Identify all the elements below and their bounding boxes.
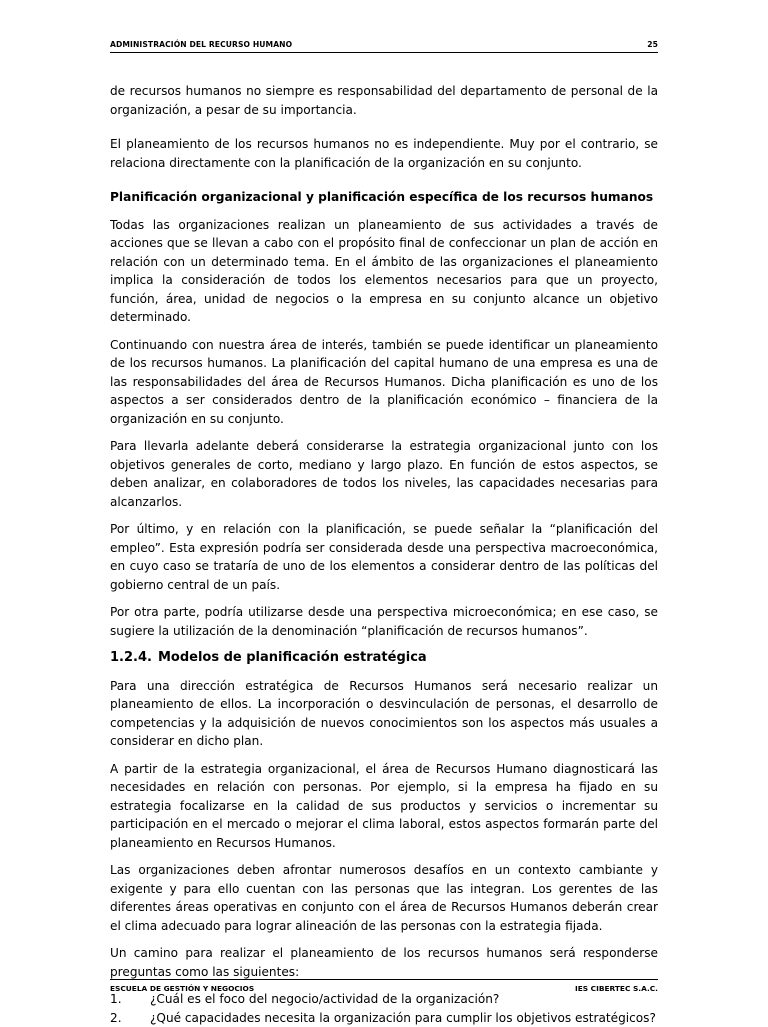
paragraph-5: Para llevarla adelante deberá considerarse la estrategia organizacional junto con los objetivos generales de corto, mediano y largo plazo. En función de estos aspectos, se deben analizar, en colaboradores de todos los niveles, las capacidades necesarias para alcanzarlos. [110, 437, 658, 511]
page-header [110, 40, 658, 53]
paragraph-7: Por otra parte, podría utilizarse desde una perspectiva microeconómica; en ese caso, se sugiere la utilización de la denominación “planificación de recursos humanos”. [110, 603, 658, 640]
paragraph-8: Para una dirección estratégica de Recursos Humanos será necesario realizar un planeamiento de ellos. La incorporación o desvinculación de personas, el desarrollo de competencias y la adquisición de nuevos conocimientos son los aspectos más usuales a considerar en dicho plan. [110, 677, 658, 751]
section-title: Modelos de planificación estratégica [158, 650, 427, 665]
header-title: ADMINISTRACIÓN DEL RECURSO HUMANO [110, 40, 292, 49]
paragraph-9: A partir de la estrategia organizacional, el área de Recursos Humano diagnosticará las necesidades en relación con personas. Por ejemplo, si la empresa ha fijado en su estrategia focalizarse en la calidad de sus productos y servicios o incrementar su participación en el mercado o mejorar el clima laboral, estos aspectos formarán parte del planeamiento en Recursos Humanos. [110, 760, 658, 853]
section-number: 1.2.4. [110, 650, 152, 665]
paragraph-6: Por último, y en relación con la planificación, se puede señalar la “planificación del empleo”. Esta expresión podría ser considerada desde una perspectiva macroeconómica, en cuyo caso se trataría de uno de los elementos a considerar dentro de las políticas del gobierno central de un país. [110, 520, 658, 594]
section-heading [110, 649, 658, 668]
page-footer [110, 979, 658, 993]
list-item [110, 1009, 658, 1027]
subheading: Planificación organizacional y planificación específica de los recursos humanos [110, 188, 658, 207]
paragraph-10: Las organizaciones deben afrontar numerosos desafíos en un contexto cambiante y exigente y para ello cuentan con las personas que las integran. Los gerentes de las diferentes áreas operativas en conjunto con el área de Recursos Humanos deberán crear el clima adecuado para lograr alineación de las personas con la estrategia fijada. [110, 861, 658, 935]
page-number: 25 [647, 40, 658, 49]
paragraph-2: El planeamiento de los recursos humanos no es independiente. Muy por el contrario, se relaciona directamente con la planificación de la organización en su conjunto. [110, 135, 658, 172]
paragraph-4: Continuando con nuestra área de interés, también se puede identificar un planeamiento de los recursos humanos. La planificación del capital humano de una empresa es una de las responsabilidades del área de Recursos Humanos. Dicha planificación es uno de los aspectos a ser considerados dentro de la planificación económico – financiera de la organización en su conjunto. [110, 336, 658, 429]
footer-right: IES CIBERTEC S.A.C. [575, 984, 658, 993]
paragraph-11: Un camino para realizar el planeamiento de los recursos humanos será responderse preguntas como las siguientes: [110, 944, 658, 981]
list-item-text: ¿Cuál es el foco del negocio/actividad de la organización? [150, 990, 499, 1009]
list-item-number: 1. [110, 990, 150, 1009]
page-body [110, 82, 658, 1027]
footer-left: ESCUELA DE GESTIÓN Y NEGOCIOS [110, 984, 254, 993]
paragraph-1: de recursos humanos no siempre es responsabilidad del departamento de personal de la organización, a pesar de su importancia. [110, 82, 658, 119]
question-list [110, 990, 658, 1027]
list-item-number: 2. [110, 1009, 150, 1027]
paragraph-3: Todas las organizaciones realizan un planeamiento de sus actividades a través de acciones que se llevan a cabo con el propósito final de confeccionar un plan de acción en relación con un determinado tema. En el ámbito de las organizaciones el planeamiento implica la consideración de todos los elementos necesarios para que un proyecto, función, área, unidad de negocios o la empresa en su conjunto alcance un objetivo determinado. [110, 216, 658, 327]
list-item-text: ¿Qué capacidades necesita la organización para cumplir los objetivos estratégicos? [150, 1009, 656, 1027]
